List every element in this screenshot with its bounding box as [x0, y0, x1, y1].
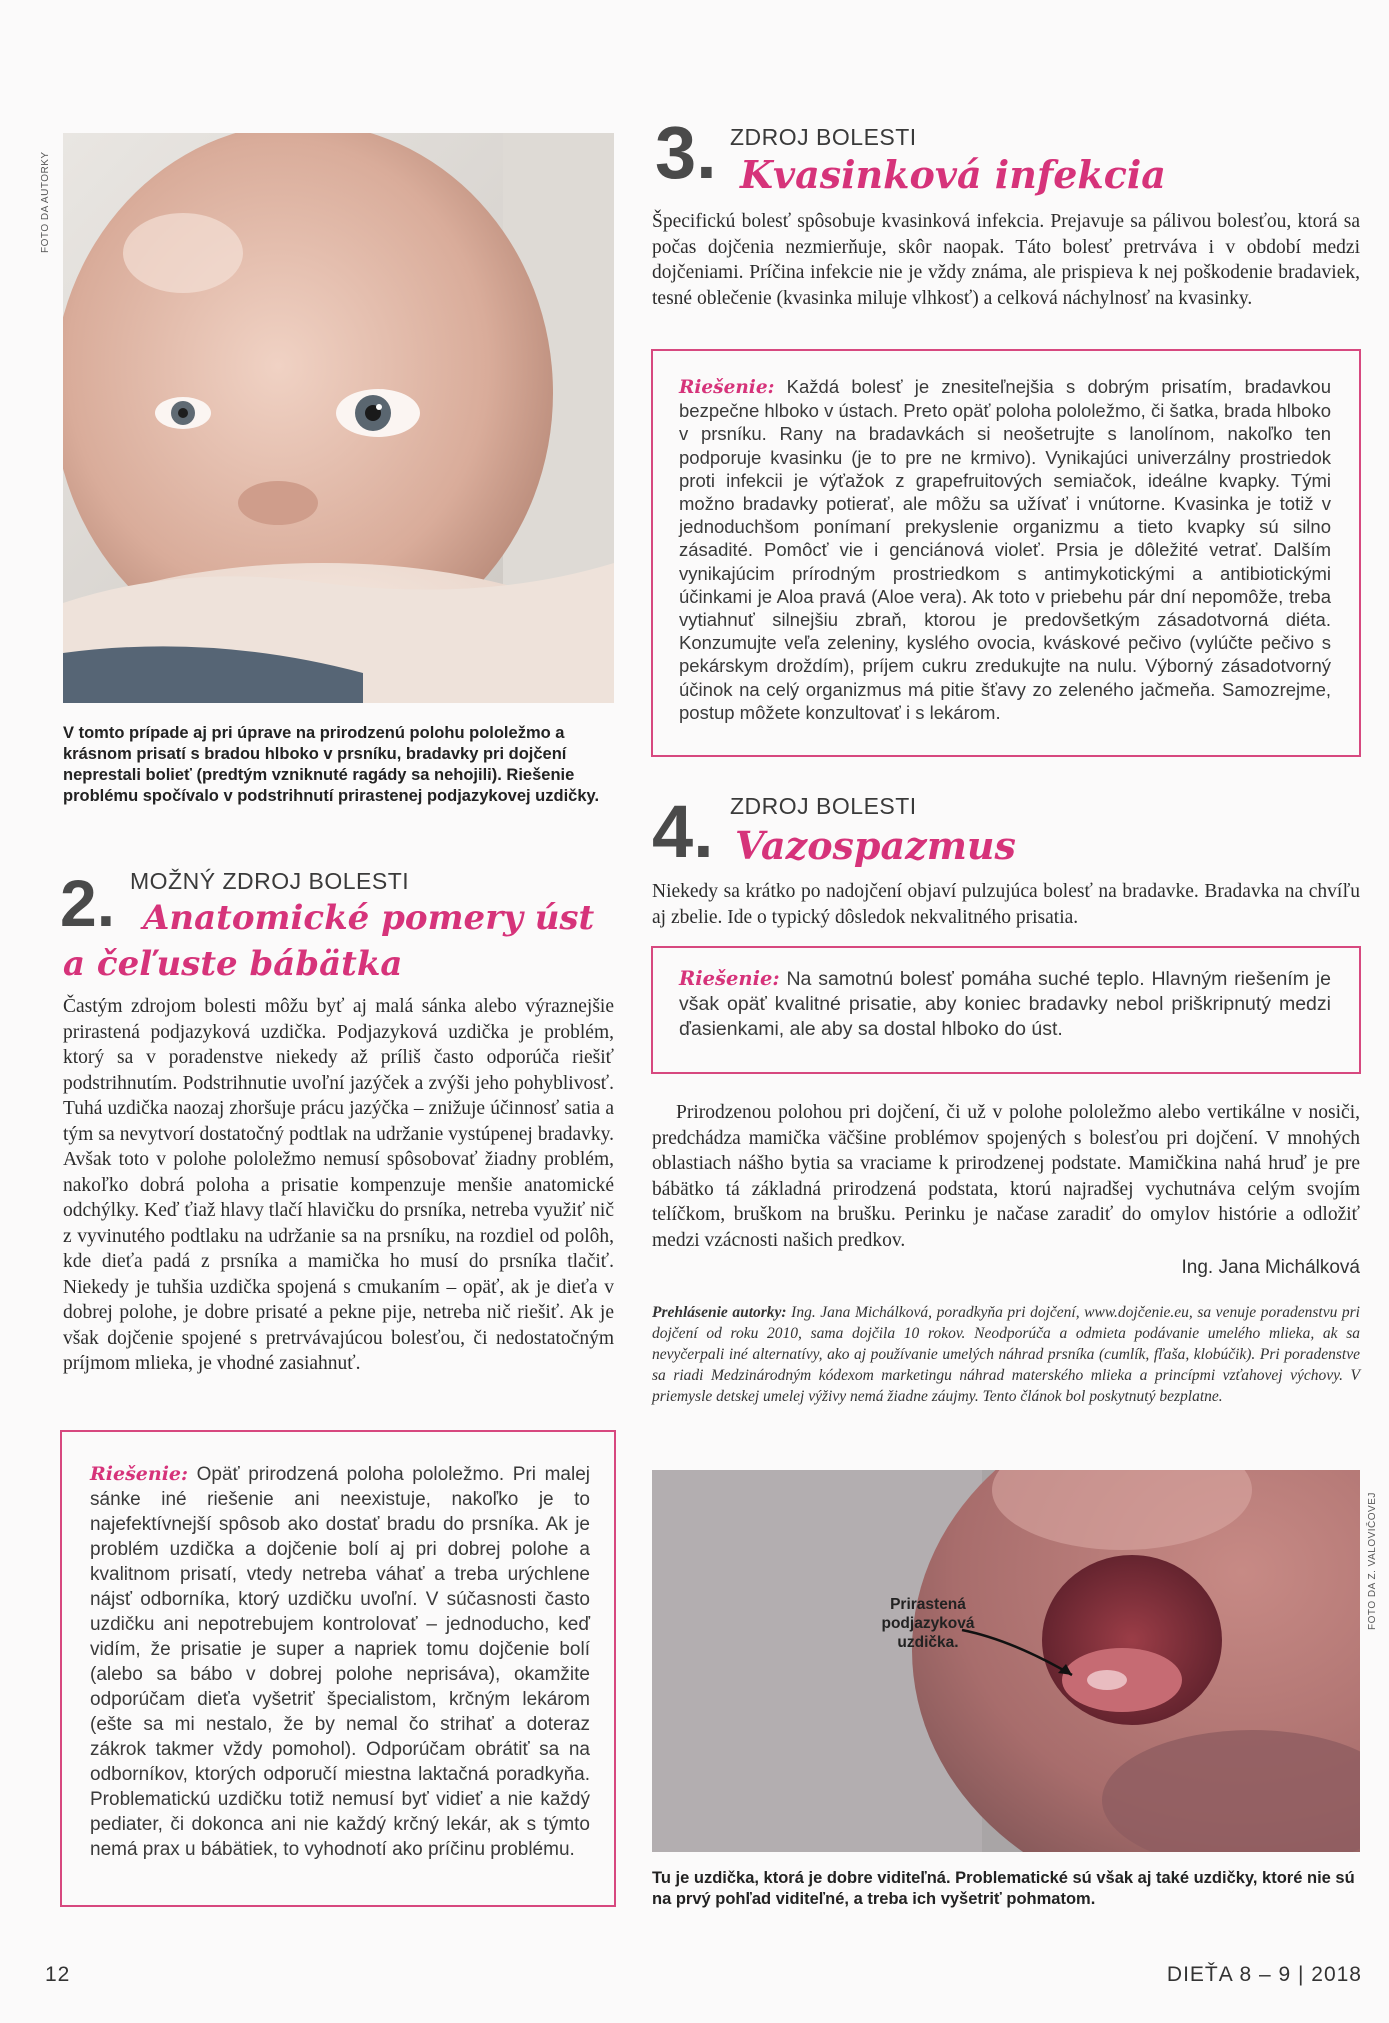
photo-caption: Tu je uzdička, ktorá je dobre viditeľná. Problematické sú však aj také uzdičky, ktoré nie sú na prvý pohľad viditeľné, a treba ich vyšetriť pohmatom.	[652, 1869, 1355, 1908]
section-body: Častým zdrojom bolesti môžu byť aj malá sánka alebo výraznejšie prirastená podjazyková uzdička. Podjazyková uzdička je problém, ktorý sa v poradenstve niekedy až príliš často odporúča riešiť podstrihnutím. Podstrihnutie uvoľní jazýček a zvýši jeho pohyblivosť. Tuhá uzdička naozaj zhoršuje prácu jazýčka – znižuje účinnosť satia a tým sa nevytvorí dostatočný podtlak na udržanie vystúpenej bradavky. Avšak toto v polohe pololežmo nemusí spôsobovať žiadny problém, nakoľko dobrá poloha a prisatie kompenzuje menšie anatomické odchýlky. Keď ťiaž hlavy tlačí hlavičku do prsníka, netreba využiť nič z vyvinutého podtlaku na udržanie sa na prsníku, na rozdiel od polôh, kde dieťa padá z prsníka a mamička ho musí do prsníka tlačiť. Niekedy je tuhšia uzdička spojená s cmukaním – opäť, ak je dieťa v dobrej polohe, je dobre prisaté a pekne pije, netreba nič riešiť. Ak je však dojčenie spojené s pretrvávajúcou bolesťou, či nedostatočným príjmom mlieka, je vhodné zasiahnuť.	[63, 996, 614, 1374]
conclusion-text: Prirodzenou polohou pri dojčení, či už v polohe pololežmo alebo vertikálne v nosiči, predchádza mamička väčšine problémov spojených s bolesťou pri dojčení. V mnohých oblastiach nášho bytia sa vraciame k prirodzenej podstate. Mamičkina nahá hruď je pre bábätko tá základná prirodzená podstata, ktorú najradšej vychutnáva celým svojím telíčkom, bruškom na brušku. Perinku je načase zaradiť do omylov histórie a odložiť medzi vzácnosti našich predkov.	[652, 1102, 1360, 1251]
section-title: Vazospazmus	[735, 823, 1016, 868]
photo-credit: FOTO DA AUTORKY	[40, 151, 51, 253]
solution-text	[90, 1462, 590, 1862]
section-body: Špecifickú bolesť spôsobuje kvasinková infekcia. Prejavuje sa pálivou bolesťou, ktorá sa počas dojčenia nezmierňuje, skôr naopak. Táto bolesť pretrváva i v období medzi dojčeniami. Príčina infekcie nie je vždy známa, ale prispieva k nej poškodenie bradaviek, tesné oblečenie (kvasinka miluje vlhkosť) a celková náchylnosť na kvasinky.	[652, 211, 1360, 309]
section-title: Kvasinková infekcia	[740, 152, 1166, 197]
section-kicker: MOŽNÝ ZDROJ BOLESTI	[130, 868, 410, 894]
declaration-label: Prehlásenie autorky:	[652, 1304, 787, 1321]
declaration-text: Ing. Jana Michálková, poradkyňa pri dojčení, www.dojčenie.eu, sa venuje poradenstvu pri dojčení od roku 2010, sama dojčila 10 rokov. Neodporúča a odmieta podávanie umelého mlieka, ak sa nevyčerpali iné alternatívy, ako aj používanie umelých náhrad prsníka (cumlík, fľaša, klobúčik). Pri poradenstve sa riadi Medzinárodným kódexom marketingu náhrad materského mlieka a princípmi vzťahovej výchovy. V priemysle detskej umelej výživy nemá žiadne záujmy. Tento článok bol poskytnutý bezplatne.	[652, 1304, 1360, 1405]
photo-caption: V tomto prípade aj pri úprave na prirodzenú polohu pololežmo a krásnom prisatí s bradou hlboko v prsníku, bradavky pri dojčení neprestali bolieť (predtým vzniknuté ragády sa nehojili). Riešenie problému spočívalo v podstrihnutí prirastenej podjazykovej uzdičky.	[63, 724, 600, 805]
section-kicker: ZDROJ BOLESTI	[730, 793, 917, 819]
baby-breastfeeding-photo	[63, 133, 614, 703]
author-signature: Ing. Jana Michálková	[1181, 1257, 1360, 1278]
tongue-tie-photo	[652, 1470, 1360, 1852]
solution-text	[679, 375, 1331, 724]
section-title: a čeľuste bábätka	[63, 944, 403, 984]
section-title: Anatomické pomery úst	[143, 898, 595, 938]
solution-label: Riešenie:	[90, 1463, 189, 1485]
solution-content: Opäť prirodzená poloha pololežmo. Pri malej sánke iné riešenie ani neexistuje, nakoľko je to najefektívnejší spôsob ako dostať bradu do prsníka. Ak je problém uzdička a dojčenie bolí aj pri dobrej polohe a kvalitnom prisatí, vtedy netreba váhať a treba urýchlene nájsť odborníka, ktorý uzdičku uvoľní. V súčasnosti často uzdičku ani nepotrebujem kontrolovať – jednoducho, keď vidím, že prisatie je super a napriek tomu dojčenie bolí (alebo sa bábo v dobrej polohe neprisáva), okamžite odporúčam dieťa vyšetriť špecialistom, krčným lekárom (ešte sa mi nestalo, že by nemal čo strihať a doteraz zákrok takmer vždy pomohol). Odporúčam obrátiť sa na odborníkov, ktorých odporučí miestna laktačná poradkyňa. Problematickú uzdičku totiž nemusí byť vidieť a nie každý pediater, či dokonca ani nie každý krčný lekár, ak s týmto nemá prax u bábätiek, to vyhodnotí ako príčinu problému.	[90, 1464, 590, 1860]
solution-label: Riešenie:	[679, 967, 780, 990]
section-body: Niekedy sa krátko po nadojčení objaví pulzujúca bolesť na bradavke. Bradavka na chvíľu aj zbelie. Ide o typický dôsledok nekvalitného prisatia.	[652, 881, 1360, 928]
photo-callout: Prirastená podjazyková uzdička.	[881, 1596, 975, 1651]
solution-content: Na samotnú bolesť pomáha suché teplo. Hlavným riešením je však opäť kvalitné prisatie, aby koniec bradavky nebol priškripnutý medzi ďasienkami, ale aby sa dostal hlboko do úst.	[679, 968, 1331, 1040]
solution-box	[651, 946, 1361, 1074]
solution-text	[679, 966, 1331, 1042]
solution-box	[60, 1430, 616, 1907]
solution-box	[651, 349, 1361, 757]
page-number: 12	[45, 1963, 71, 1986]
section-number: 4.	[652, 790, 714, 873]
photo-credit: FOTO DA Z. VALOVIČOVEJ	[1367, 1492, 1378, 1630]
section-kicker: ZDROJ BOLESTI	[730, 124, 917, 150]
section-number: 2.	[60, 866, 116, 940]
solution-content: Každá bolesť je znesiteľnejšia s dobrým prisatím, bradavkou bezpečne hlboko v ústach. Preto opäť poloha pololežmo, či šatka, brada hlboko v prsníku. Rany na bradavkách si neošetrujte s lanolínom, nakoľko ten podporuje kvasinku (je to pre ne krmivo). Vynikajúci univerzálny prostriedok proti infekcii je výťažok z grapefruitových semiačok, ideálne kvapky. Tými možno bradavky potierať, ale môžu sa užívať i vnútorne. Kvasinka je totiž v jednoduchšom ponímaní prekyslenie organizmu a tieto kvapky sú silno zásadité. Pomôcť vie i genciánová violeť. Prsia je dôležité vetrať. Dalším vynikajúcim prírodným prostriedkom s antimykotickými a antibiotickými účinkami je Aloa pravá (Aloe vera). Ak toto v priebehu pár dní nepomôže, treba vytiahnuť silnejšiu zbraň, ktorou je predovšetkým zásadotvorná diéta. Konzumujte veľa zeleniny, kyslého ovocia, kváskové pečivo (vylúčte pečivo s pekárskym droždím), príjem cukru zredukujte na nulu. Výborný zásadotvorný účinok na celý organizmus má pitie šťavy zo zeleného jačmeňa. Samozrejme, postup môžete konzultovať i s lekárom.	[679, 376, 1331, 723]
magazine-issue: DIEŤA 8 – 9 | 2018	[1166, 1963, 1362, 1986]
author-declaration	[652, 1302, 1360, 1407]
section-number: 3.	[655, 111, 717, 194]
solution-label: Riešenie:	[679, 377, 775, 398]
